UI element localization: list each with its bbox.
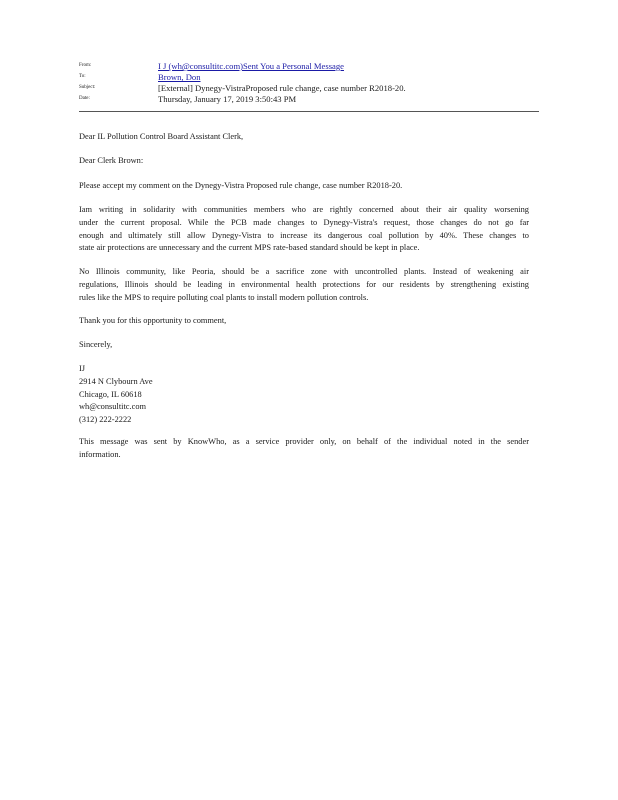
greeting-clerk bbox=[79, 155, 529, 168]
paragraph-line: Iam writing in solidarity with communities members who are rightly concerned about their air quality worsening bbox=[79, 205, 529, 214]
paragraph-line: Please accept my comment on the Dynegy-Vistra Proposed rule change, case number R2018-20. bbox=[79, 181, 403, 190]
paragraph-line: under the current proposal. While the PCB made changes to Dynegy-Vistra's request, those changes do not go far bbox=[79, 217, 529, 227]
signature-email: wh@consultitc.com bbox=[79, 402, 147, 412]
signature-block bbox=[79, 363, 529, 427]
subject-value: [External] Dynegy-VistraProposed rule change, case number R2018-20. bbox=[158, 83, 406, 93]
closing bbox=[79, 339, 529, 352]
paragraph-thanks bbox=[79, 315, 529, 328]
signature-city: Chicago, IL 60618 bbox=[79, 389, 142, 399]
footer-line: This message was sent by KnowWho, as a service provider only, on behalf of the individual noted in the sender bbox=[79, 437, 529, 446]
from-value[interactable]: I J (wh@consultitc.com)Sent You a Personal Message bbox=[158, 61, 344, 71]
greeting-ilpcb bbox=[79, 131, 529, 144]
date-label: Date: bbox=[79, 96, 90, 101]
closing-line: Sincerely, bbox=[79, 340, 113, 349]
footer-line: information. bbox=[79, 449, 121, 459]
signature-name: IJ bbox=[79, 364, 86, 373]
footer-notice bbox=[79, 436, 529, 462]
to-label: To: bbox=[79, 74, 86, 79]
signature-street: 2914 N Clybourn Ave bbox=[79, 376, 153, 386]
date-value: Thursday, January 17, 2019 3:50:43 PM bbox=[158, 94, 297, 104]
greeting-line: Dear Clerk Brown: bbox=[79, 156, 144, 165]
paragraph-line: regulations, Illinois should be leading in environmental health protections for our residents by strengthening existing bbox=[79, 279, 529, 289]
paragraph-illinois bbox=[79, 266, 529, 304]
paragraph-line: state air protections are unnecessary and the current MPS rate-based standard should be kept in place. bbox=[79, 243, 420, 253]
from-label: From: bbox=[79, 63, 92, 68]
paragraph-solidarity bbox=[79, 204, 529, 255]
subject-label: Subject: bbox=[79, 85, 96, 90]
to-value[interactable]: Brown, Don bbox=[158, 72, 201, 82]
header-divider bbox=[79, 111, 539, 112]
paragraph-line: No Illinois community, like Peoria, should be a sacrifice zone with uncontrolled plants. Instead of weakening air bbox=[79, 267, 529, 276]
paragraph-line: rules like the MPS to require polluting coal plants to install modern pollution controls. bbox=[79, 292, 369, 302]
greeting-line: Dear IL Pollution Control Board Assistant Clerk, bbox=[79, 132, 244, 141]
paragraph-line: enough and ultimately still allow Dynegy-Vistra to increase its dangerous coal pollution by 40%. These changes to bbox=[79, 230, 529, 240]
paragraph-comment bbox=[79, 180, 529, 193]
signature-phone: (312) 222-2222 bbox=[79, 415, 132, 425]
paragraph-line: Thank you for this opportunity to comment, bbox=[79, 316, 227, 325]
